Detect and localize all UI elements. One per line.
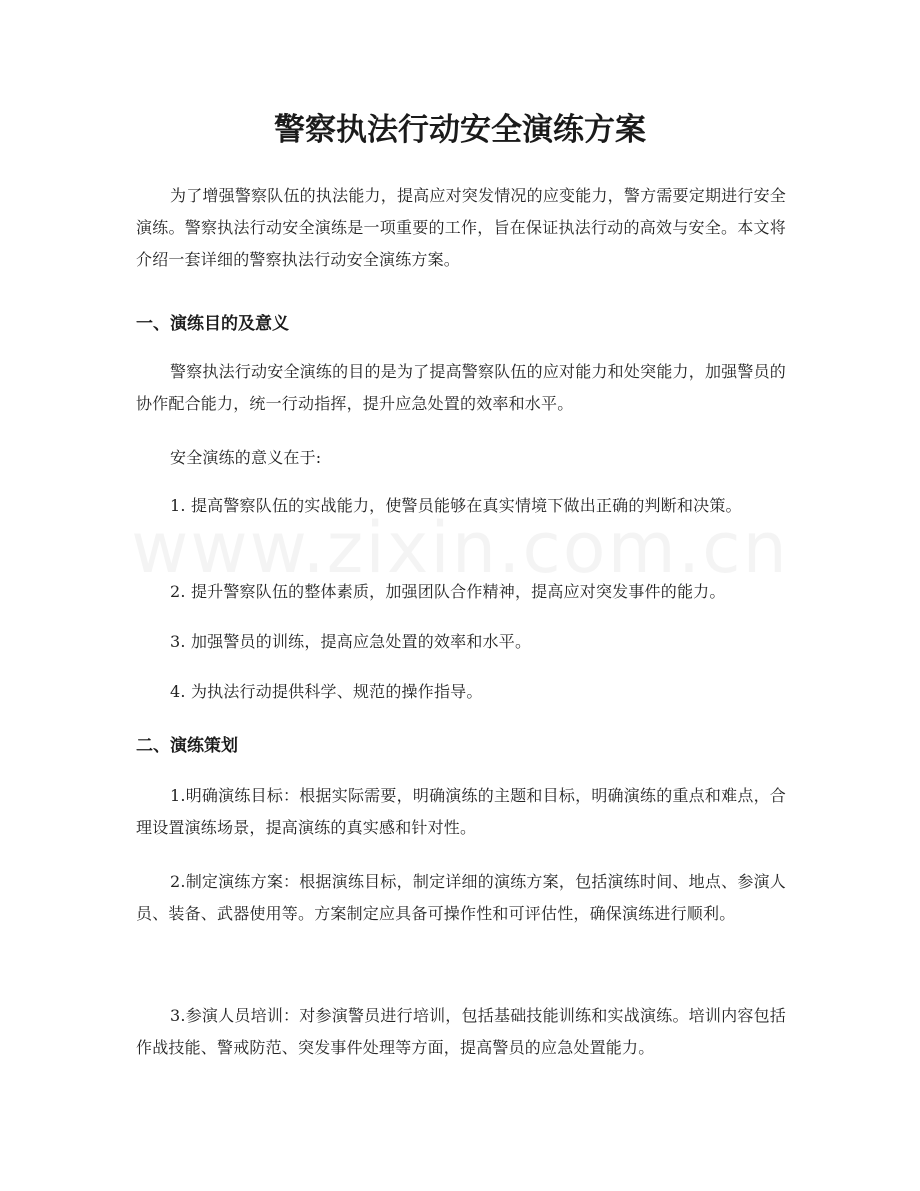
purpose-paragraph: 警察执法行动安全演练的目的是为了提高警察队伍的应对能力和处突能力，加强警员的协作配合能力，统一行动指挥，提升应急处置的效率和水平。 bbox=[136, 362, 786, 413]
list-item: 3.参演人员培训：对参演警员进行培训，包括基础技能训练和实战演练。培训内容包括作战技能、警戒防范、突发事件处理等方面，提高警员的应急处置能力。 bbox=[136, 1006, 786, 1057]
list-item: 3. 加强警员的训练，提高应急处置的效率和水平。 bbox=[170, 632, 532, 651]
page-title: 警察执法行动安全演练方案 bbox=[274, 112, 646, 148]
section-heading-1: 一、演练目的及意义 bbox=[136, 314, 289, 334]
section-heading-2: 二、演练策划 bbox=[136, 736, 238, 756]
list-item: 1. 提高警察队伍的实战能力，使警员能够在真实情境下做出正确的判断和决策。 bbox=[170, 496, 742, 515]
list-item: 2. 提升警察队伍的整体素质，加强团队合作精神，提高应对突发事件的能力。 bbox=[170, 582, 726, 601]
list-item: 1.明确演练目标：根据实际需要，明确演练的主题和目标，明确演练的重点和难点，合理设置演练场景，提高演练的真实感和针对性。 bbox=[136, 786, 786, 837]
list-item: 4. 为执法行动提供科学、规范的操作指导。 bbox=[170, 682, 483, 701]
intro-paragraph: 为了增强警察队伍的执法能力，提高应对突发情况的应变能力，警方需要定期进行安全演练。警察执法行动安全演练是一项重要的工作，旨在保证执法行动的高效与安全。本文将介绍一套详细的警察执法行动安全演练方案。 bbox=[136, 186, 786, 269]
list-item: 2.制定演练方案：根据演练目标，制定详细的演练方案，包括演练时间、地点、参演人员、装备、武器使用等。方案制定应具备可操作性和可评估性，确保演练进行顺利。 bbox=[136, 872, 786, 923]
significance-lead: 安全演练的意义在于: bbox=[170, 448, 322, 467]
